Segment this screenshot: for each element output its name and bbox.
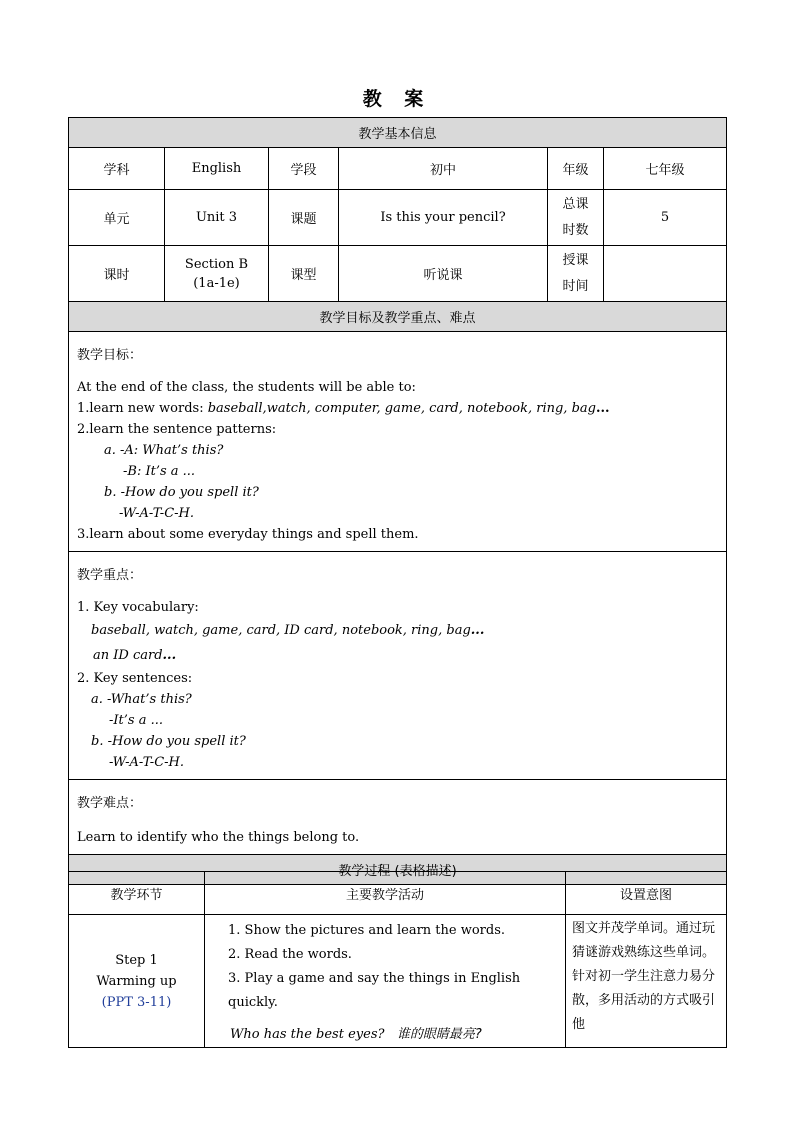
lesson-plan-table (68, 117, 727, 885)
key-sentence-b-question: b. -How do you spell it? (91, 734, 246, 749)
activity-2: 2. Read the words. (228, 947, 352, 962)
key-vocab-words-2 (77, 643, 718, 668)
process-header: 教学过程 (表格描述) (69, 855, 727, 885)
key-vocab-label: 1. Key vocabulary: (77, 600, 199, 615)
key-points-heading: 教学重点： (77, 568, 143, 583)
teaching-time-label (548, 246, 604, 302)
pattern-b-question: b. -How do you spell it? (104, 485, 259, 500)
basic-info-header: 教学基本信息 (69, 118, 727, 148)
topic-value: Is this your pencil? (339, 190, 548, 246)
intent-cell: 图文并茂学单词。通过玩猜谜游戏熟练这些单词。针对初一学生注意力易分散，多用活动的方式吸引他 (566, 915, 727, 1048)
key-vocab-words-text: baseball, watch, game, card, ID card, notebook, ring, bag (91, 623, 471, 638)
key-sentence-a-answer: -It’s a ... (109, 713, 163, 728)
activity-4 (228, 1023, 565, 1047)
pattern-a-answer: -B: It’s a ... (123, 464, 196, 479)
page-title: 教 案 (362, 88, 432, 110)
step-cell (69, 915, 205, 1048)
key-vocab-words (77, 618, 718, 643)
activity-cell (205, 915, 566, 1048)
objective-1-prefix: 1.learn new words: (77, 401, 208, 416)
subject-value: English (165, 148, 269, 190)
total-hours-label-line1: 总课 (562, 196, 589, 212)
grade-label: 年级 (548, 148, 604, 190)
objective-3: 3.learn about some everyday things and spell them. (77, 527, 419, 542)
stage-value: 初中 (339, 148, 548, 190)
objective-2: 2.learn the sentence patterns: (77, 422, 277, 437)
key-vocab-suffix2: ... (162, 648, 177, 663)
subject-label: 学科 (69, 148, 165, 190)
type-label: 课型 (269, 246, 339, 302)
step-stage: Warming up (96, 973, 177, 989)
objective-1-words: baseball,watch, computer, game, card, notebook, ring, bag (207, 401, 596, 416)
type-value: 听说课 (339, 246, 548, 302)
activity-4-cn: 谁的眼睛最亮? (396, 1027, 482, 1042)
pattern-b-answer: -W-A-T-C-H. (119, 506, 195, 521)
pattern-a-question: a. -A: What’s this? (104, 443, 224, 458)
process-col-intent: 设置意图 (566, 872, 727, 915)
key-sentences-label: 2. Key sentences: (77, 671, 193, 686)
step-ppt: (PPT 3-11) (101, 994, 172, 1010)
key-sentence-b-answer: -W-A-T-C-H. (109, 755, 185, 770)
step-name: Step 1 (115, 952, 158, 968)
teaching-time-value (604, 246, 727, 302)
period-value (165, 246, 269, 302)
process-table (68, 871, 727, 1048)
activity-3: 3. Play a game and say the things in English quickly. (228, 971, 521, 1010)
key-vocab-suffix: ... (470, 623, 485, 638)
period-value-line2: (1a-1e) (193, 275, 240, 291)
difficulty-section (69, 780, 727, 855)
difficulty-text: Learn to identify who the things belong to. (77, 830, 360, 845)
objectives-header: 教学目标及教学重点、难点 (69, 302, 727, 332)
period-label: 课时 (69, 246, 165, 302)
objectives-section (69, 332, 727, 552)
process-col-activity: 主要教学活动 (205, 872, 566, 915)
unit-label: 单元 (69, 190, 165, 246)
teaching-time-label-line2: 时间 (562, 278, 589, 294)
period-value-line1: Section B (184, 256, 249, 272)
total-hours-value: 5 (604, 190, 727, 246)
process-col-stage: 教学环节 (69, 872, 205, 915)
total-hours-label (548, 190, 604, 246)
activity-1: 1. Show the pictures and learn the words. (228, 923, 506, 938)
activity-4-en: Who has the best eyes? (230, 1027, 385, 1042)
key-sentence-a-question: a. -What’s this? (91, 692, 192, 707)
objective-1 (77, 398, 718, 419)
objective-1-suffix: ... (595, 401, 610, 416)
objectives-intro: At the end of the class, the students will be able to: (77, 380, 416, 395)
difficulty-heading: 教学难点： (77, 796, 143, 811)
key-points-section (69, 552, 727, 780)
teaching-time-label-line1: 授课 (562, 252, 589, 268)
topic-label: 课题 (269, 190, 339, 246)
key-vocab-words2-text: an ID card (93, 648, 163, 663)
grade-value: 七年级 (604, 148, 727, 190)
total-hours-label-line2: 时数 (562, 222, 589, 238)
unit-value: Unit 3 (165, 190, 269, 246)
objectives-heading: 教学目标： (77, 348, 143, 363)
stage-label: 学段 (269, 148, 339, 190)
